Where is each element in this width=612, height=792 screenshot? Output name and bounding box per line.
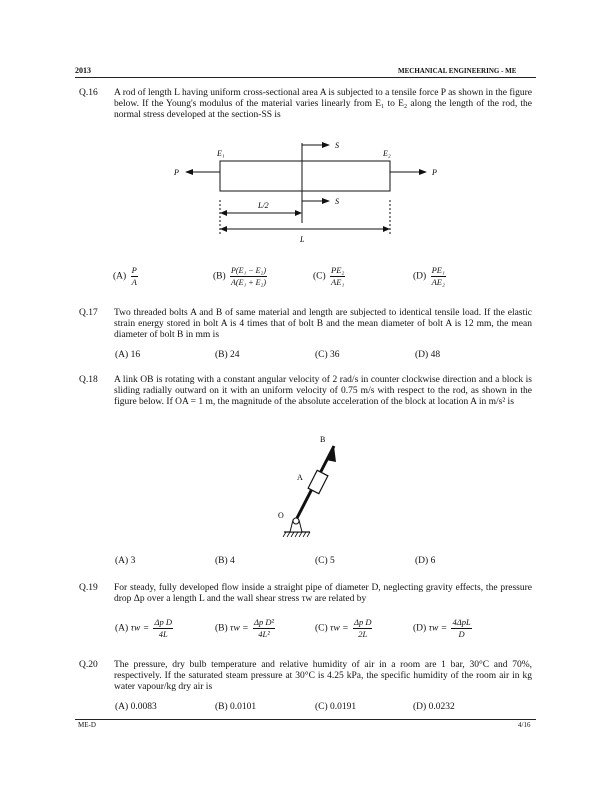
p-right-label: P [432,168,437,177]
e1-label: E₁ [217,149,225,158]
dim-length-arrow-left [220,226,227,232]
section-arrowhead-bottom [322,198,330,204]
q18-number: Q.18 [79,375,98,385]
q16-c-num: PE₂ [331,265,345,275]
q19-text: For steady, fully developed flow inside a straight pipe of diameter D, neglecting gravity effects, the pressure drop Δp over a length L and the wall shear stress τw are related by [114,583,532,605]
force-left-arrowhead [185,169,193,175]
sliding-block [308,470,328,493]
length-label: L [300,235,305,244]
q18-link-figure [270,432,350,544]
q17-option-d[interactable]: (D) 48 [415,350,441,360]
q19-a-num: Δp D [154,617,172,627]
q18-option-b[interactable]: (B) 4 [215,556,235,566]
q19-number: Q.19 [79,583,98,593]
q16-text: A rod of length L having uniform cross-sectional area A is subjected to a tensile force P as shown in the figure below. If the Young's modulus of the material varies linearly from E₁ to E₂ along the length of the rod, the normal stress developed at the section-SS is [114,88,532,121]
dim-length-arrow-right [383,226,390,232]
q20-option-d[interactable]: (D) 0.0232 [413,702,455,712]
q17-option-a[interactable]: (A) 16 [115,350,141,360]
s-bottom-label: S [335,197,339,206]
q16-option-b[interactable]: (B) $\frac{\text{P(E₁ − E₂)}}{\text{A(E₁ + E₂)}}$ [213,266,266,287]
ground-hatch [283,532,310,537]
q17-number: Q.17 [79,308,98,318]
q16-option-a[interactable]: (A) $\frac{P}{A}$ [113,265,137,287]
q16-b-num: P(E₁ − E₂) [231,266,266,275]
q19-option-b[interactable]: (B) τw = $\frac{\text{Δp D²}}{\text{4L²}}$ [215,617,275,639]
q19-option-a[interactable]: (A) τw = $\frac{\text{Δp D}}{4L}$ [115,617,172,639]
q16-b-den: A(E₁ + E₂) [231,278,266,287]
point-o-label: O [278,511,284,520]
section-arrowhead-top [322,142,330,148]
header-subject: MECHANICAL ENGINEERING - ME [398,67,517,75]
q19-a-den: 4L [158,629,168,639]
q20-text: The pressure, dry bulb temperature and relative humidity of air in a room are 1 bar, 30°C and 70%, respectively. If the saturated steam pressure at 30°C is 4.25 kPa, the specific humidity of the room air in kg water vapour/kg dry air is [114,660,532,693]
dim-half-arrow-right [295,210,302,216]
q16-d-den: AE₂ [431,277,445,287]
q19-b-num: Δp D² [253,617,275,627]
q19-b-den: 4L² [258,629,270,639]
q20-option-b[interactable]: (B) 0.0101 [215,702,257,712]
q16-option-d[interactable]: (D) $\frac{\text{PE₁}}{\text{AE₂}}$ [413,265,445,287]
q19-option-d[interactable]: (D) τw = $\frac{\text{4ΔpL}}{D}$ [413,617,471,639]
pivot-pin [293,518,299,524]
p-left-label: P [174,168,179,177]
q16-number: Q.16 [79,88,98,98]
q16-a-num: P [131,265,137,275]
s-top-label: S [335,141,339,150]
q16-option-c[interactable]: (C) $\frac{\text{PE₂}}{\text{AE₁}}$ [313,265,345,287]
q19-d-den: D [458,629,465,639]
q18-option-c[interactable]: (C) 5 [315,556,335,566]
point-a-label: A [297,473,303,482]
dim-half-arrow-left [220,210,227,216]
footer-rule [75,719,536,720]
q19-c-den: 2L [358,629,368,639]
q16-rod-figure [170,138,437,248]
q16-c-den: AE₁ [331,277,345,287]
force-right-arrowhead [419,169,427,175]
half-length-label: L/2 [258,201,269,210]
q17-option-b[interactable]: (B) 24 [215,350,240,360]
q17-text: Two threaded bolts A and B of same material and length are subjected to identical tensile load. If the elastic strain energy stored in bolt A is 4 times that of bolt B and the mean diameter of bolt A is 12 mm, the mean diameter of bolt B in mm is [114,308,532,341]
header-rule [75,77,536,78]
rod-body [220,161,390,191]
q16-d-num: PE₁ [431,265,445,275]
q20-option-a[interactable]: (A) 0.0083 [115,702,157,712]
header-year: 2013 [75,66,91,75]
q16-a-den: A [131,277,137,287]
footer-code: ME-D [78,721,96,729]
q19-c-num: Δp D [353,617,372,627]
point-b-label: B [320,435,326,444]
q17-option-c[interactable]: (C) 36 [315,350,340,360]
q18-option-d[interactable]: (D) 6 [415,556,436,566]
q20-option-c[interactable]: (C) 0.0191 [315,702,357,712]
q20-number: Q.20 [79,660,98,670]
q19-d-num: 4ΔpL [452,617,471,627]
q18-option-a[interactable]: (A) 3 [115,556,136,566]
link-arrowhead [326,446,336,462]
q19-option-c[interactable]: (C) τw = $\frac{\text{Δp D}}{2L}$ [315,617,372,639]
q18-text: A link OB is rotating with a constant angular velocity of 2 rad/s in counter clockwise direction and a block is sliding radially outward on it with an uniform velocity of 0.75 m/s with respect to the rod, as shown in the figure below. If OA = 1 m, the magnitude of the absolute acceleration of the block at location A in m/s² is [114,375,532,408]
footer-page: 4/16 [518,721,531,729]
e2-label: E₂ [383,149,391,158]
